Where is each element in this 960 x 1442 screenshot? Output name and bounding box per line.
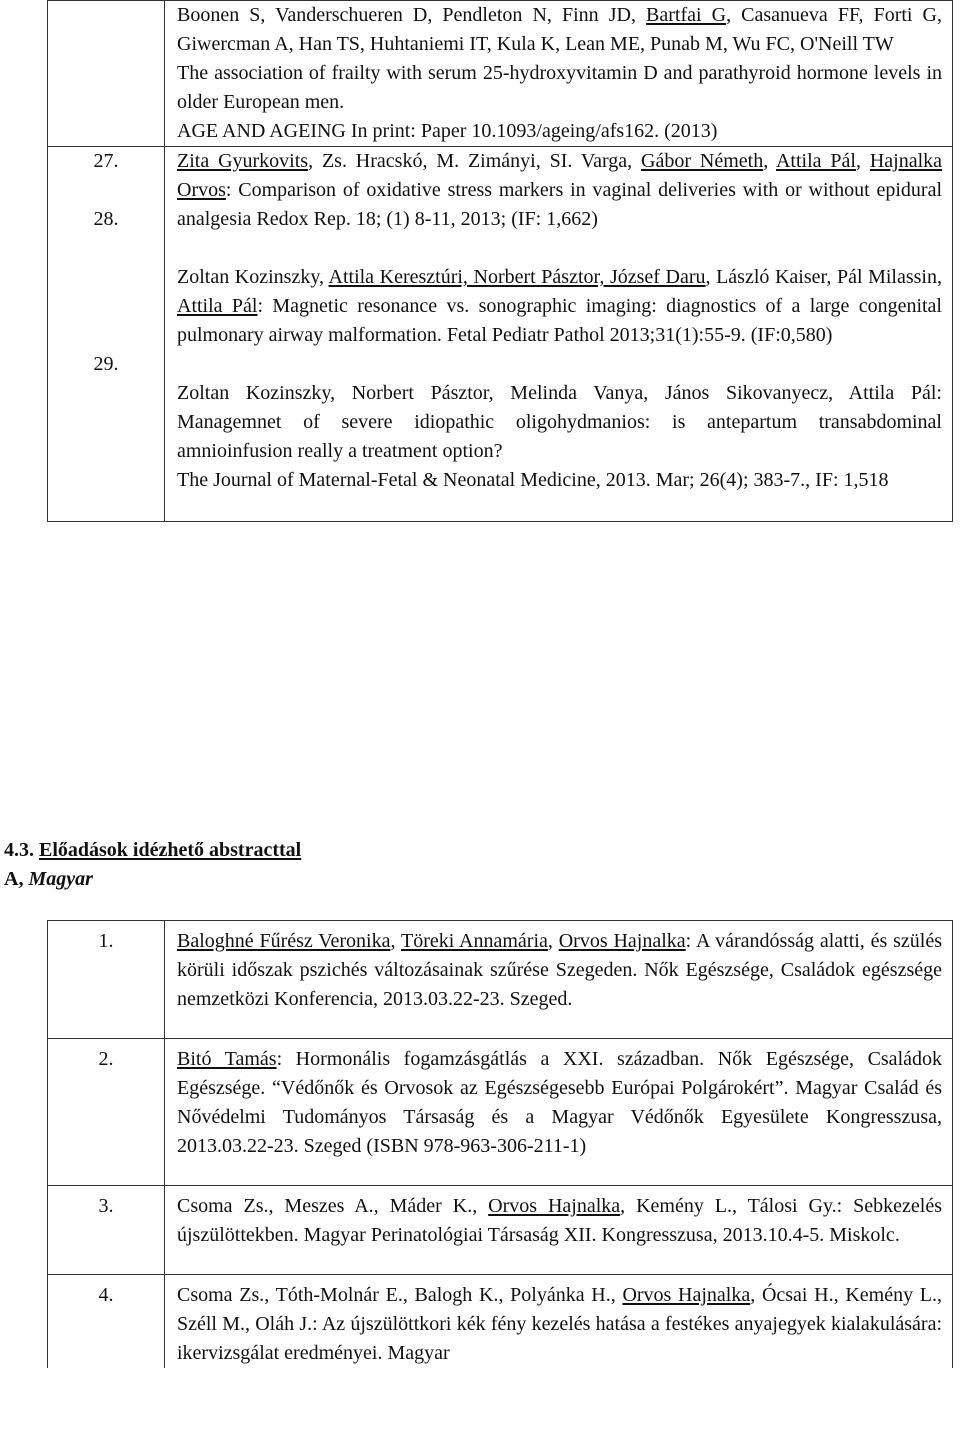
- subheading-language: Magyar: [28, 868, 93, 890]
- publication-entry: Zoltan Kozinszky, Norbert Pásztor, Melinda Vanya, János Sikovanyecz, Attila Pál: Managemnet of severe idiopathic oligohydmanios: is antepartum transabdominal amnioinfusion really a treatment option? The Journal of Maternal-Fetal & Neonatal Medicine, 2013. Mar; 26(4); 383-7., IF: 1,518: [177, 382, 942, 491]
- row-body-cell: [165, 147, 953, 522]
- entry-number-text: 28.: [93, 208, 119, 230]
- row-body-cell: [165, 921, 953, 1039]
- table-row: [48, 147, 953, 522]
- row-number-cell: 3.: [48, 1186, 165, 1275]
- entry-number: 29.: [93, 353, 119, 375]
- entry-number: [48, 205, 164, 350]
- presentation-entry: Baloghné Fűrész Veronika, Töreki Annamária, Orvos Hajnalka: A várandósság alatti, és szülés körüli időszak pszichés változásainak szűrése Szegeden. Nők Egészsége, Családok egészsége nemzetközi Konferencia, 2013.03.22-23. Szeged.: [177, 930, 943, 1010]
- row-number-cell: [48, 147, 165, 522]
- row-number-cell: 4.: [48, 1275, 165, 1369]
- row-number-cell: 1.: [48, 921, 165, 1039]
- row-number-cell: 2.: [48, 1039, 165, 1186]
- table-row: [48, 1186, 953, 1275]
- row-body-cell: [165, 1, 953, 147]
- publications-table: [47, 0, 953, 522]
- publication-entry: Zita Gyurkovits, Zs. Hracskó, M. Zimányi, SI. Varga, Gábor Németh, Attila Pál, Hajnalka Orvos: Comparison of oxidative stress markers in vaginal deliveries with or without epidural analgesia Redox Rep. 18; (1) 8-11, 2013; (IF: 1,662): [177, 150, 943, 230]
- publication-entry: Zoltan Kozinszky, Attila Keresztúri, Norbert Pásztor, József Daru, László Kaiser, Pál Milassin, Attila Pál: Magnetic resonance vs. sonographic imaging: diagnostics of a large congenital pulmonary airway malformation. Fetal Pediatr Pathol 2013;31(1):55-9. (IF:0,580): [177, 266, 942, 346]
- table-row: [48, 1, 953, 147]
- entry-number: 27.: [93, 150, 119, 172]
- publication-entry: Boonen S, Vanderschueren D, Pendleton N, Finn JD, Bartfai G, Casanueva FF, Forti G, Giwercman A, Han TS, Huhtaniemi IT, Kula K, Lean ME, Punab M, Wu FC, O'Neill TW The association of frailty with serum 25-hydroxyvitamin D and parathyroid hormone levels in older European men. AGE AND AGEING In print: Paper 10.1093/ageing/afs162. (2013): [177, 4, 942, 142]
- row-body-cell: [165, 1186, 953, 1275]
- section-subheading: [4, 865, 93, 894]
- section-heading: [4, 836, 301, 865]
- section-title: Előadások idézhető abstracttal: [39, 839, 302, 861]
- table-row: [48, 1039, 953, 1186]
- subheading-prefix: A,: [4, 868, 29, 890]
- presentations-table: [47, 920, 953, 1368]
- presentation-entry: Bitó Tamás: Hormonális fogamzásgátlás a XXI. században. Nők Egészsége, Családok Egészsége. “Védőnők és Orvosok az Egészségesebb Európai Polgárokért”. Magyar Család és Nővédelmi Tudományos Társaság és a Magyar Védőnők Egyesülete Kongresszusa, 2013.03.22-23. Szeged (ISBN 978-963-306-211-1): [177, 1048, 942, 1157]
- row-body-cell: [165, 1275, 953, 1369]
- presentation-entry: Csoma Zs., Meszes A., Máder K., Orvos Hajnalka, Kemény L., Tálosi Gy.: Sebkezelés újszülöttekben. Magyar Perinatológiai Társaság XII. Kongresszusa, 2013.10.4-5. Miskolc.: [177, 1195, 942, 1246]
- row-number-cell: [48, 1, 165, 147]
- presentation-entry: Csoma Zs., Tóth-Molnár E., Balogh K., Polyánka H., Orvos Hajnalka, Ócsai H., Kemény L., Széll M., Oláh J.: Az újszülöttkori kék fény kezelés hatása a festékes anyajegyek kialakulására: ikervizsgálat eredményei. Magyar: [177, 1284, 942, 1364]
- table-row: [48, 921, 953, 1039]
- section-number: 4.3.: [4, 839, 34, 861]
- table-row: [48, 1275, 953, 1369]
- row-body-cell: [165, 1039, 953, 1186]
